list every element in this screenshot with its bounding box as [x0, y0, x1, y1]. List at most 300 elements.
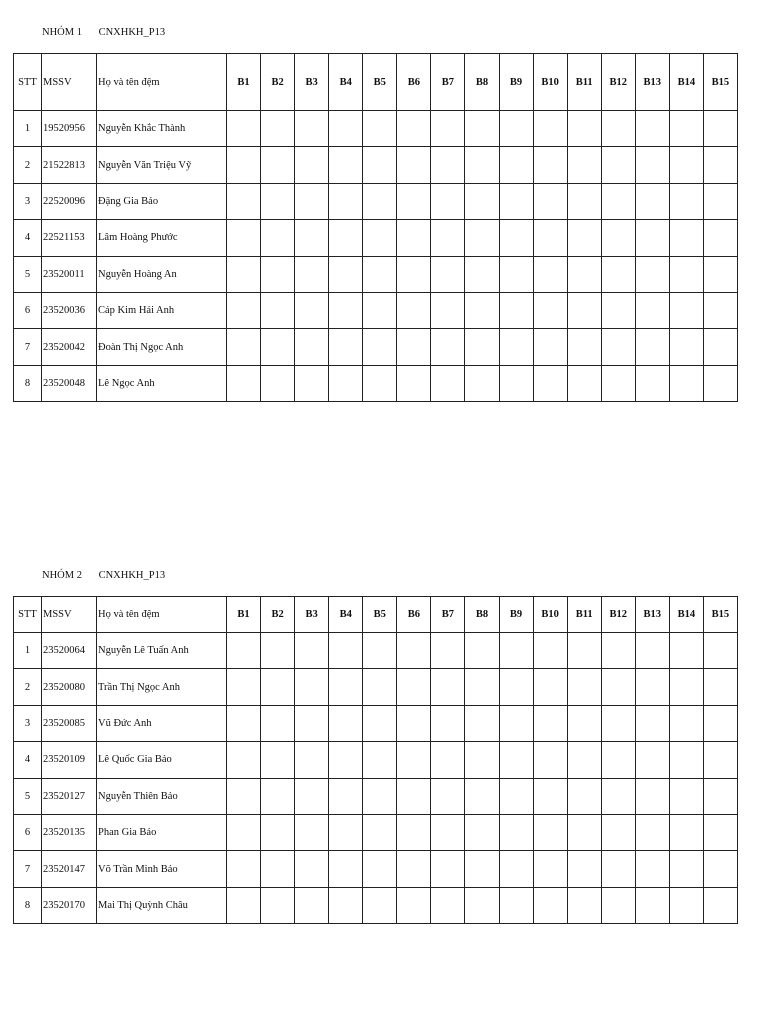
cell-score-b4[interactable] — [329, 256, 363, 292]
cell-score-b14[interactable] — [669, 256, 703, 292]
header-b13: B13 — [635, 54, 669, 111]
cell-score-b6[interactable] — [397, 183, 431, 219]
cell-score-b1[interactable] — [227, 183, 261, 219]
cell-mssv: 23520109 — [42, 742, 97, 778]
cell-score-b15[interactable] — [703, 183, 737, 219]
cell-score-b3[interactable] — [295, 851, 329, 887]
cell-score-b12[interactable] — [601, 887, 635, 923]
cell-stt: 3 — [14, 183, 42, 219]
cell-score-b6[interactable] — [397, 778, 431, 814]
cell-name: Nguyễn Khắc Thành — [97, 111, 227, 147]
cell-score-b6[interactable] — [397, 147, 431, 183]
cell-score-b14[interactable] — [669, 778, 703, 814]
cell-score-b5[interactable] — [363, 778, 397, 814]
cell-score-b9[interactable] — [499, 851, 533, 887]
cell-score-b11[interactable] — [567, 851, 601, 887]
cell-score-b1[interactable] — [227, 742, 261, 778]
cell-mssv: 23520170 — [42, 887, 97, 923]
cell-score-b9[interactable] — [499, 814, 533, 850]
cell-score-b9[interactable] — [499, 365, 533, 401]
cell-score-b8[interactable] — [465, 814, 499, 850]
cell-score-b2[interactable] — [261, 814, 295, 850]
cell-score-b12[interactable] — [601, 633, 635, 669]
cell-score-b12[interactable] — [601, 814, 635, 850]
cell-score-b6[interactable] — [397, 887, 431, 923]
cell-score-b5[interactable] — [363, 220, 397, 256]
table-row — [14, 851, 738, 887]
cell-score-b5[interactable] — [363, 292, 397, 328]
cell-score-b7[interactable] — [431, 111, 465, 147]
cell-score-b3[interactable] — [295, 220, 329, 256]
cell-score-b6[interactable] — [397, 633, 431, 669]
cell-score-b12[interactable] — [601, 365, 635, 401]
cell-score-b13[interactable] — [635, 669, 669, 705]
cell-score-b13[interactable] — [635, 705, 669, 741]
cell-score-b12[interactable] — [601, 220, 635, 256]
cell-mssv: 23520080 — [42, 669, 97, 705]
cell-score-b11[interactable] — [567, 329, 601, 365]
cell-score-b2[interactable] — [261, 292, 295, 328]
cell-score-b6[interactable] — [397, 814, 431, 850]
table-row — [14, 814, 738, 850]
header-b9: B9 — [499, 54, 533, 111]
cell-name: Lê Ngọc Anh — [97, 365, 227, 401]
cell-score-b15[interactable] — [703, 705, 737, 741]
cell-score-b13[interactable] — [635, 220, 669, 256]
cell-score-b13[interactable] — [635, 292, 669, 328]
cell-stt: 5 — [14, 256, 42, 292]
cell-score-b5[interactable] — [363, 742, 397, 778]
cell-score-b11[interactable] — [567, 633, 601, 669]
cell-score-b2[interactable] — [261, 742, 295, 778]
cell-score-b14[interactable] — [669, 292, 703, 328]
cell-score-b2[interactable] — [261, 851, 295, 887]
cell-score-b14[interactable] — [669, 147, 703, 183]
cell-score-b12[interactable] — [601, 705, 635, 741]
cell-score-b7[interactable] — [431, 705, 465, 741]
cell-score-b7[interactable] — [431, 778, 465, 814]
cell-score-b7[interactable] — [431, 220, 465, 256]
cell-score-b15[interactable] — [703, 256, 737, 292]
header-b12: B12 — [601, 54, 635, 111]
cell-score-b13[interactable] — [635, 633, 669, 669]
cell-score-b7[interactable] — [431, 814, 465, 850]
header-b8: B8 — [465, 597, 499, 633]
cell-score-b11[interactable] — [567, 814, 601, 850]
cell-stt: 7 — [14, 851, 42, 887]
cell-score-b7[interactable] — [431, 183, 465, 219]
table-row — [14, 111, 738, 147]
cell-score-b14[interactable] — [669, 111, 703, 147]
cell-score-b10[interactable] — [533, 705, 567, 741]
cell-score-b10[interactable] — [533, 887, 567, 923]
cell-score-b13[interactable] — [635, 365, 669, 401]
table-row — [14, 365, 738, 401]
cell-score-b9[interactable] — [499, 220, 533, 256]
cell-score-b13[interactable] — [635, 814, 669, 850]
cell-score-b2[interactable] — [261, 256, 295, 292]
cell-score-b9[interactable] — [499, 705, 533, 741]
cell-stt: 8 — [14, 365, 42, 401]
cell-mssv: 21522813 — [42, 147, 97, 183]
cell-score-b5[interactable] — [363, 147, 397, 183]
header-b5: B5 — [363, 597, 397, 633]
cell-score-b10[interactable] — [533, 633, 567, 669]
cell-score-b10[interactable] — [533, 778, 567, 814]
cell-score-b14[interactable] — [669, 669, 703, 705]
cell-score-b5[interactable] — [363, 365, 397, 401]
cell-score-b1[interactable] — [227, 111, 261, 147]
cell-score-b4[interactable] — [329, 147, 363, 183]
cell-mssv: 23520147 — [42, 851, 97, 887]
cell-score-b2[interactable] — [261, 329, 295, 365]
cell-score-b11[interactable] — [567, 183, 601, 219]
cell-score-b8[interactable] — [465, 183, 499, 219]
cell-score-b1[interactable] — [227, 147, 261, 183]
header-b7: B7 — [431, 597, 465, 633]
cell-score-b12[interactable] — [601, 851, 635, 887]
cell-score-b8[interactable] — [465, 292, 499, 328]
cell-score-b4[interactable] — [329, 220, 363, 256]
cell-score-b12[interactable] — [601, 256, 635, 292]
cell-score-b15[interactable] — [703, 887, 737, 923]
cell-score-b13[interactable] — [635, 329, 669, 365]
cell-score-b2[interactable] — [261, 633, 295, 669]
cell-score-b2[interactable] — [261, 778, 295, 814]
cell-score-b8[interactable] — [465, 778, 499, 814]
cell-score-b11[interactable] — [567, 778, 601, 814]
cell-score-b2[interactable] — [261, 705, 295, 741]
cell-score-b4[interactable] — [329, 365, 363, 401]
header-b14: B14 — [669, 597, 703, 633]
cell-score-b7[interactable] — [431, 669, 465, 705]
cell-score-b14[interactable] — [669, 887, 703, 923]
cell-score-b2[interactable] — [261, 365, 295, 401]
cell-score-b10[interactable] — [533, 111, 567, 147]
table-row — [14, 887, 738, 923]
cell-score-b12[interactable] — [601, 183, 635, 219]
cell-score-b4[interactable] — [329, 814, 363, 850]
header-b6: B6 — [397, 597, 431, 633]
cell-score-b5[interactable] — [363, 705, 397, 741]
cell-score-b11[interactable] — [567, 147, 601, 183]
table-row — [14, 256, 738, 292]
cell-score-b13[interactable] — [635, 183, 669, 219]
cell-score-b3[interactable] — [295, 778, 329, 814]
cell-score-b11[interactable] — [567, 365, 601, 401]
cell-score-b12[interactable] — [601, 669, 635, 705]
cell-score-b2[interactable] — [261, 887, 295, 923]
cell-score-b10[interactable] — [533, 669, 567, 705]
cell-score-b8[interactable] — [465, 851, 499, 887]
cell-score-b4[interactable] — [329, 669, 363, 705]
cell-score-b9[interactable] — [499, 742, 533, 778]
cell-score-b4[interactable] — [329, 851, 363, 887]
header-b13: B13 — [635, 597, 669, 633]
cell-score-b6[interactable] — [397, 669, 431, 705]
table-row — [14, 183, 738, 219]
cell-score-b3[interactable] — [295, 256, 329, 292]
cell-score-b10[interactable] — [533, 292, 567, 328]
cell-score-b4[interactable] — [329, 111, 363, 147]
cell-stt: 6 — [14, 814, 42, 850]
cell-score-b10[interactable] — [533, 256, 567, 292]
cell-score-b7[interactable] — [431, 742, 465, 778]
cell-score-b4[interactable] — [329, 742, 363, 778]
cell-score-b6[interactable] — [397, 292, 431, 328]
cell-score-b5[interactable] — [363, 633, 397, 669]
cell-score-b3[interactable] — [295, 814, 329, 850]
cell-score-b6[interactable] — [397, 851, 431, 887]
cell-score-b14[interactable] — [669, 220, 703, 256]
cell-score-b1[interactable] — [227, 851, 261, 887]
cell-score-b11[interactable] — [567, 705, 601, 741]
cell-name: Phan Gia Bảo — [97, 814, 227, 850]
cell-score-b8[interactable] — [465, 742, 499, 778]
cell-score-b7[interactable] — [431, 256, 465, 292]
cell-score-b6[interactable] — [397, 111, 431, 147]
cell-score-b7[interactable] — [431, 365, 465, 401]
cell-score-b1[interactable] — [227, 329, 261, 365]
cell-score-b15[interactable] — [703, 292, 737, 328]
cell-score-b15[interactable] — [703, 633, 737, 669]
cell-score-b14[interactable] — [669, 742, 703, 778]
cell-score-b4[interactable] — [329, 292, 363, 328]
cell-score-b13[interactable] — [635, 851, 669, 887]
group-2-caption — [42, 570, 165, 581]
cell-score-b14[interactable] — [669, 329, 703, 365]
cell-score-b4[interactable] — [329, 887, 363, 923]
cell-mssv: 23520042 — [42, 329, 97, 365]
cell-score-b14[interactable] — [669, 633, 703, 669]
cell-score-b15[interactable] — [703, 111, 737, 147]
cell-name: Nguyễn Lê Tuấn Anh — [97, 633, 227, 669]
cell-score-b15[interactable] — [703, 778, 737, 814]
cell-score-b4[interactable] — [329, 329, 363, 365]
cell-score-b7[interactable] — [431, 147, 465, 183]
cell-score-b14[interactable] — [669, 814, 703, 850]
cell-mssv: 22520096 — [42, 183, 97, 219]
cell-score-b5[interactable] — [363, 111, 397, 147]
cell-mssv: 22521153 — [42, 220, 97, 256]
cell-score-b3[interactable] — [295, 111, 329, 147]
cell-score-b12[interactable] — [601, 111, 635, 147]
cell-score-b13[interactable] — [635, 111, 669, 147]
cell-score-b15[interactable] — [703, 742, 737, 778]
cell-score-b5[interactable] — [363, 329, 397, 365]
cell-score-b12[interactable] — [601, 292, 635, 328]
cell-score-b5[interactable] — [363, 256, 397, 292]
cell-score-b6[interactable] — [397, 365, 431, 401]
cell-score-b14[interactable] — [669, 365, 703, 401]
cell-score-b2[interactable] — [261, 183, 295, 219]
cell-score-b10[interactable] — [533, 147, 567, 183]
cell-score-b8[interactable] — [465, 111, 499, 147]
cell-score-b12[interactable] — [601, 147, 635, 183]
header-b11: B11 — [567, 54, 601, 111]
cell-name: Nguyễn Văn Triệu Vỹ — [97, 147, 227, 183]
cell-score-b13[interactable] — [635, 742, 669, 778]
group-1-label: NHÓM 1 — [42, 27, 82, 38]
cell-score-b1[interactable] — [227, 669, 261, 705]
cell-score-b1[interactable] — [227, 814, 261, 850]
cell-score-b15[interactable] — [703, 669, 737, 705]
cell-score-b2[interactable] — [261, 111, 295, 147]
cell-score-b14[interactable] — [669, 851, 703, 887]
cell-score-b9[interactable] — [499, 111, 533, 147]
cell-score-b9[interactable] — [499, 256, 533, 292]
cell-score-b15[interactable] — [703, 147, 737, 183]
cell-score-b10[interactable] — [533, 742, 567, 778]
cell-score-b8[interactable] — [465, 256, 499, 292]
cell-score-b3[interactable] — [295, 147, 329, 183]
cell-score-b1[interactable] — [227, 778, 261, 814]
cell-score-b9[interactable] — [499, 669, 533, 705]
cell-score-b6[interactable] — [397, 705, 431, 741]
header-b3: B3 — [295, 597, 329, 633]
cell-score-b1[interactable] — [227, 887, 261, 923]
cell-score-b3[interactable] — [295, 365, 329, 401]
header-b3: B3 — [295, 54, 329, 111]
cell-score-b7[interactable] — [431, 329, 465, 365]
cell-score-b12[interactable] — [601, 742, 635, 778]
cell-score-b5[interactable] — [363, 887, 397, 923]
cell-stt: 6 — [14, 292, 42, 328]
cell-score-b1[interactable] — [227, 220, 261, 256]
cell-score-b4[interactable] — [329, 183, 363, 219]
cell-score-b6[interactable] — [397, 742, 431, 778]
cell-score-b15[interactable] — [703, 329, 737, 365]
cell-score-b3[interactable] — [295, 292, 329, 328]
cell-score-b10[interactable] — [533, 851, 567, 887]
cell-score-b15[interactable] — [703, 365, 737, 401]
cell-score-b9[interactable] — [499, 292, 533, 328]
header-b15: B15 — [703, 597, 737, 633]
cell-stt: 4 — [14, 742, 42, 778]
cell-score-b2[interactable] — [261, 220, 295, 256]
cell-score-b4[interactable] — [329, 705, 363, 741]
cell-score-b8[interactable] — [465, 887, 499, 923]
cell-score-b5[interactable] — [363, 669, 397, 705]
cell-score-b10[interactable] — [533, 365, 567, 401]
group-1-caption — [42, 27, 165, 38]
cell-score-b7[interactable] — [431, 633, 465, 669]
cell-stt: 7 — [14, 329, 42, 365]
cell-score-b13[interactable] — [635, 256, 669, 292]
cell-score-b9[interactable] — [499, 329, 533, 365]
header-name: Họ và tên đệm — [97, 597, 227, 633]
cell-score-b1[interactable] — [227, 292, 261, 328]
table-row — [14, 778, 738, 814]
cell-mssv: 23520064 — [42, 633, 97, 669]
cell-score-b10[interactable] — [533, 814, 567, 850]
cell-score-b1[interactable] — [227, 633, 261, 669]
cell-score-b13[interactable] — [635, 147, 669, 183]
cell-score-b9[interactable] — [499, 183, 533, 219]
table-header-row — [14, 54, 738, 111]
cell-score-b1[interactable] — [227, 705, 261, 741]
cell-score-b8[interactable] — [465, 147, 499, 183]
cell-name: Đặng Gia Bảo — [97, 183, 227, 219]
cell-score-b12[interactable] — [601, 778, 635, 814]
cell-score-b3[interactable] — [295, 329, 329, 365]
cell-score-b6[interactable] — [397, 220, 431, 256]
cell-score-b5[interactable] — [363, 851, 397, 887]
cell-score-b7[interactable] — [431, 887, 465, 923]
cell-score-b9[interactable] — [499, 147, 533, 183]
cell-score-b12[interactable] — [601, 329, 635, 365]
cell-score-b4[interactable] — [329, 633, 363, 669]
cell-score-b11[interactable] — [567, 256, 601, 292]
cell-score-b4[interactable] — [329, 778, 363, 814]
cell-score-b15[interactable] — [703, 814, 737, 850]
cell-score-b9[interactable] — [499, 887, 533, 923]
cell-score-b11[interactable] — [567, 742, 601, 778]
cell-score-b13[interactable] — [635, 887, 669, 923]
table-row — [14, 633, 738, 669]
cell-score-b2[interactable] — [261, 147, 295, 183]
cell-score-b3[interactable] — [295, 183, 329, 219]
cell-score-b13[interactable] — [635, 778, 669, 814]
group-1-roster-table — [13, 53, 738, 402]
header-b1: B1 — [227, 597, 261, 633]
cell-score-b6[interactable] — [397, 256, 431, 292]
cell-score-b11[interactable] — [567, 111, 601, 147]
cell-score-b3[interactable] — [295, 742, 329, 778]
cell-score-b14[interactable] — [669, 705, 703, 741]
cell-score-b7[interactable] — [431, 292, 465, 328]
cell-score-b11[interactable] — [567, 220, 601, 256]
group-2-class-code: CNXHKH_P13 — [98, 570, 166, 581]
cell-score-b5[interactable] — [363, 183, 397, 219]
cell-score-b3[interactable] — [295, 887, 329, 923]
cell-score-b5[interactable] — [363, 814, 397, 850]
cell-score-b8[interactable] — [465, 329, 499, 365]
cell-score-b1[interactable] — [227, 256, 261, 292]
cell-score-b8[interactable] — [465, 705, 499, 741]
header-b4: B4 — [329, 597, 363, 633]
cell-score-b10[interactable] — [533, 183, 567, 219]
cell-score-b3[interactable] — [295, 705, 329, 741]
cell-score-b15[interactable] — [703, 851, 737, 887]
cell-score-b11[interactable] — [567, 292, 601, 328]
group-1-class-code: CNXHKH_P13 — [98, 27, 166, 38]
header-name: Họ và tên đệm — [97, 54, 227, 111]
cell-score-b8[interactable] — [465, 669, 499, 705]
cell-score-b8[interactable] — [465, 633, 499, 669]
cell-score-b8[interactable] — [465, 220, 499, 256]
cell-score-b14[interactable] — [669, 183, 703, 219]
cell-score-b9[interactable] — [499, 633, 533, 669]
cell-score-b11[interactable] — [567, 669, 601, 705]
cell-mssv: 23520135 — [42, 814, 97, 850]
cell-score-b15[interactable] — [703, 220, 737, 256]
header-mssv: MSSV — [42, 54, 97, 111]
header-b9: B9 — [499, 597, 533, 633]
cell-score-b3[interactable] — [295, 669, 329, 705]
cell-name: Võ Trần Minh Bảo — [97, 851, 227, 887]
cell-score-b3[interactable] — [295, 633, 329, 669]
cell-score-b7[interactable] — [431, 851, 465, 887]
cell-score-b8[interactable] — [465, 365, 499, 401]
cell-score-b10[interactable] — [533, 220, 567, 256]
cell-score-b10[interactable] — [533, 329, 567, 365]
cell-score-b11[interactable] — [567, 887, 601, 923]
cell-score-b9[interactable] — [499, 778, 533, 814]
cell-score-b6[interactable] — [397, 329, 431, 365]
cell-score-b2[interactable] — [261, 669, 295, 705]
cell-score-b1[interactable] — [227, 365, 261, 401]
